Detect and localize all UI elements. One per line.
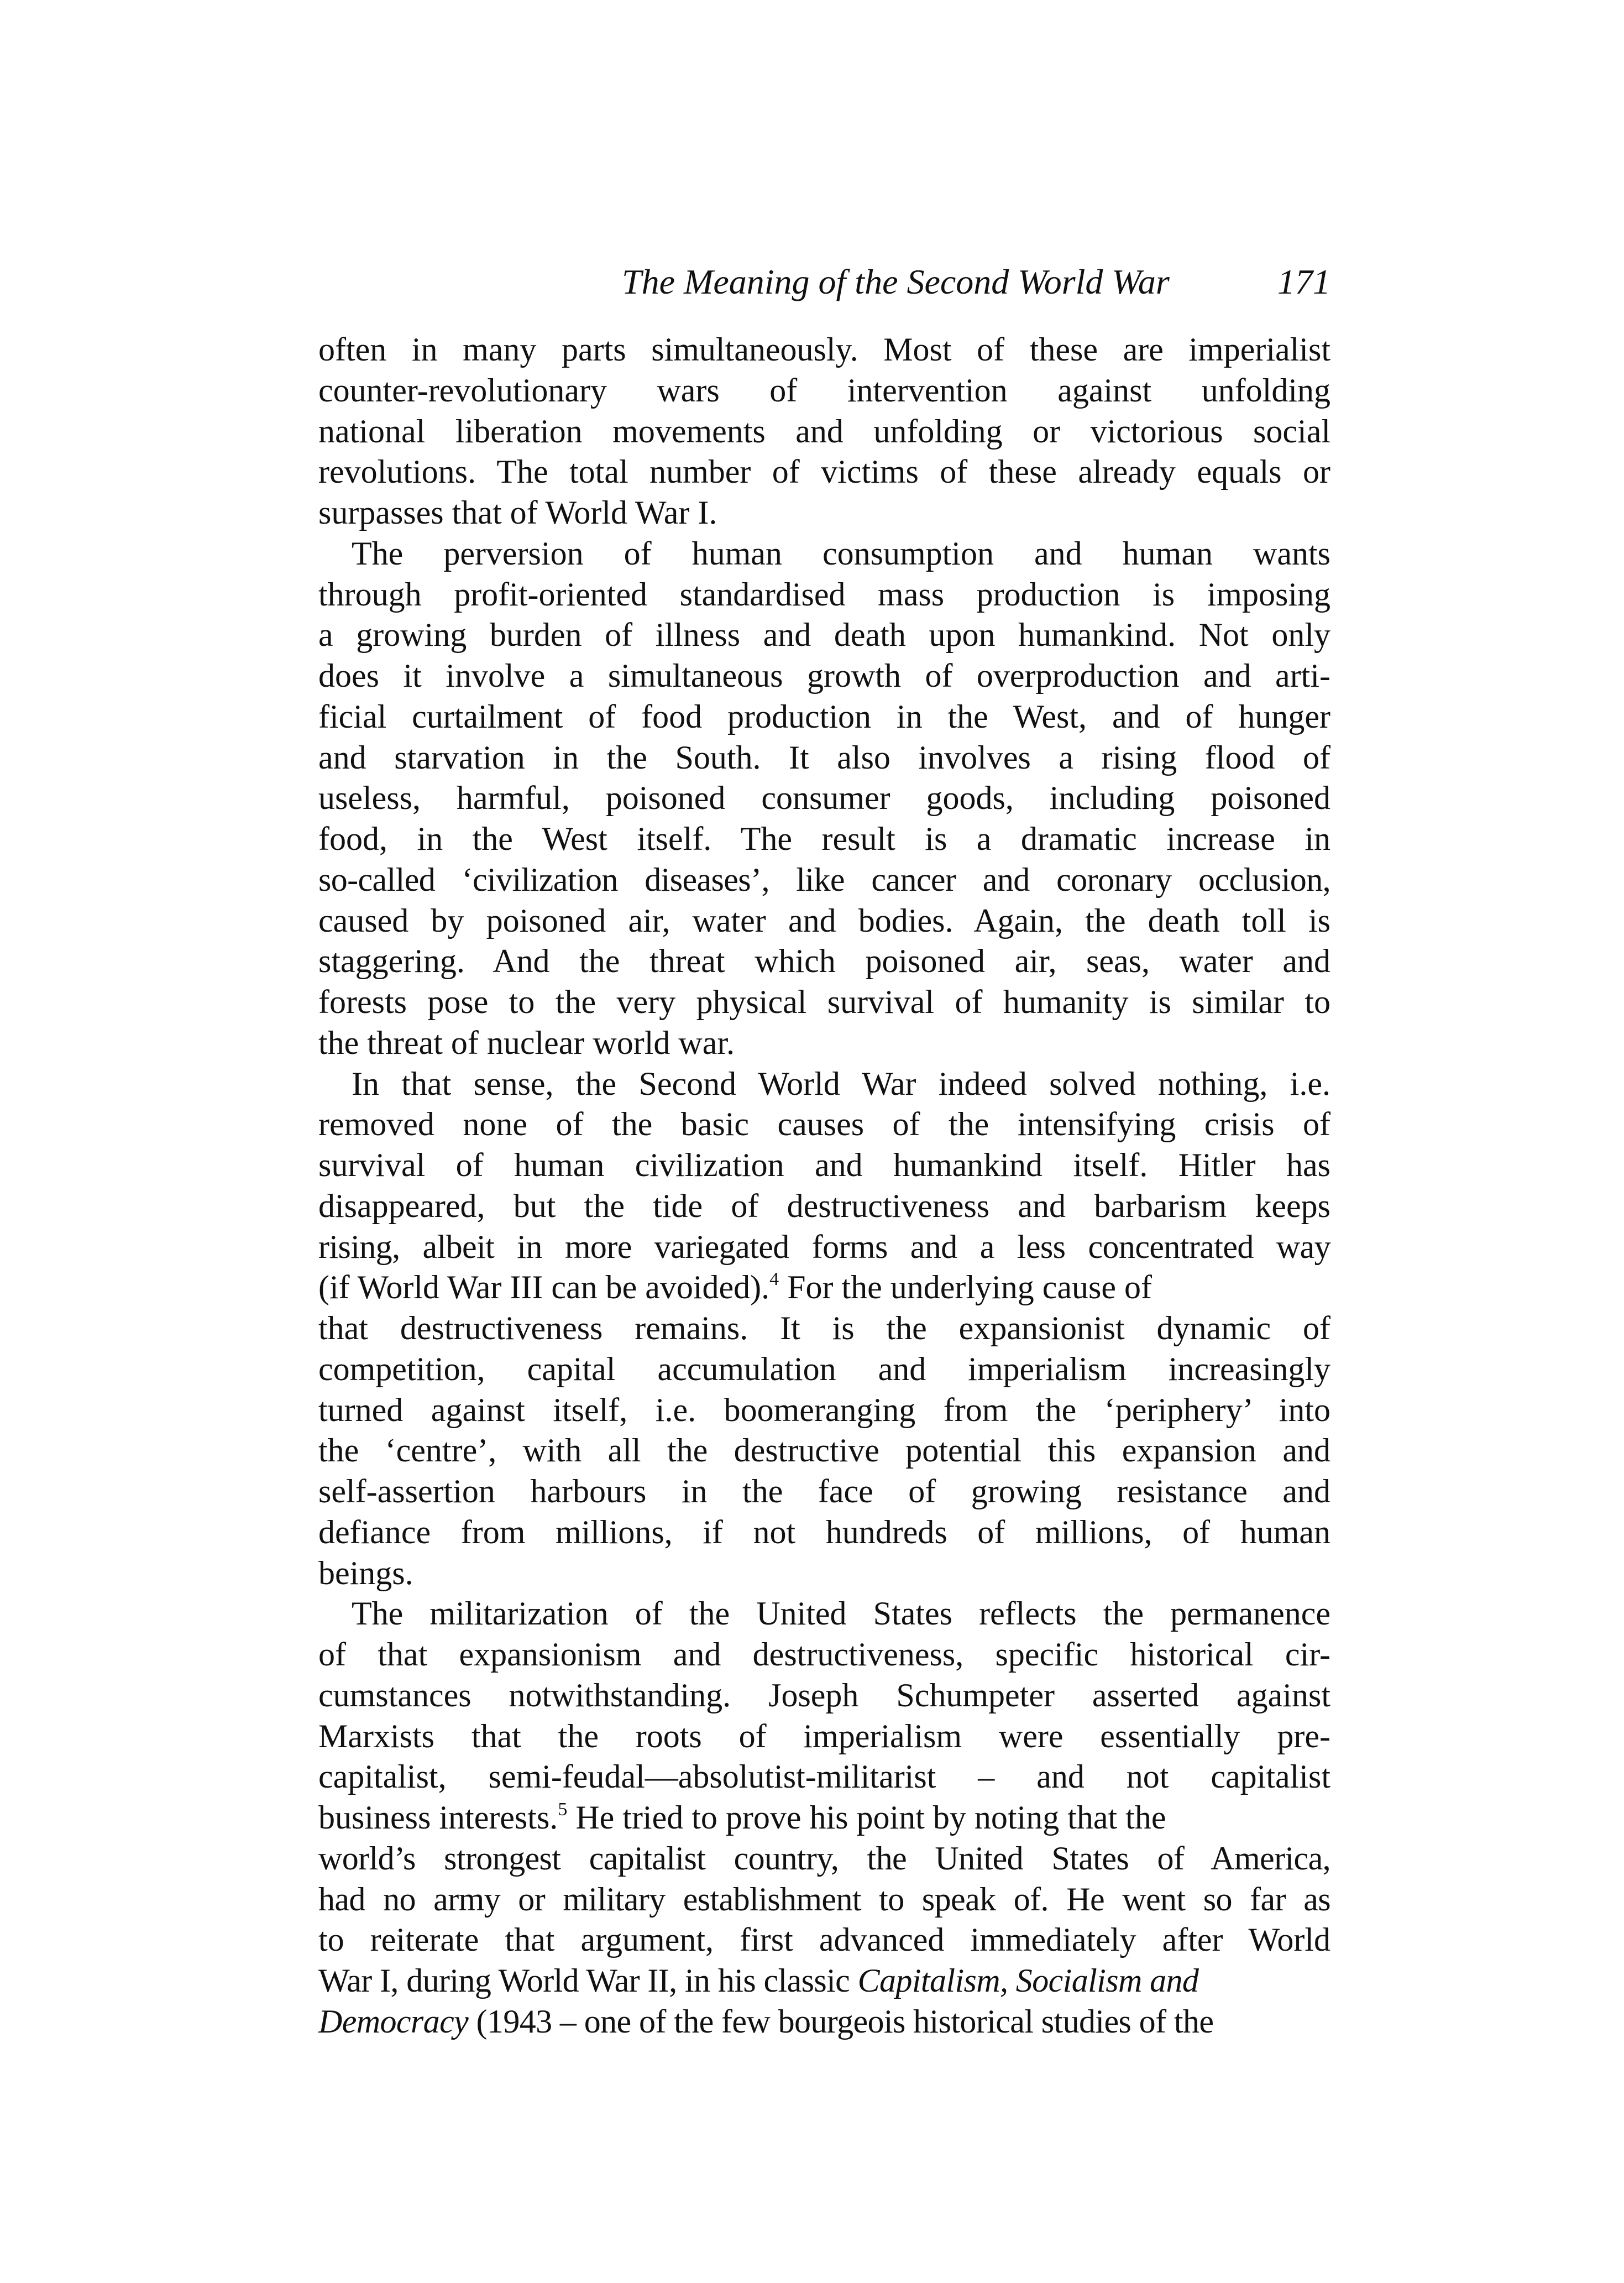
- running-head-title: The Meaning of the Second World War: [622, 262, 1170, 301]
- text-line: removed none of the basic causes of the intensifying crisis of: [318, 1106, 1330, 1143]
- text-line: to reiterate that argument, first advanced immediately after World: [318, 1921, 1330, 1958]
- text-line: forests pose to the very physical survival of humanity is similar to: [318, 984, 1330, 1020]
- book-title-italic: Capitalism, Socialism and: [857, 1962, 1199, 1999]
- text-line: capitalist, semi-feudal—absolutist-militarist – and not capitalist: [318, 1758, 1330, 1795]
- text-line: a growing burden of illness and death upon humankind. Not only: [318, 617, 1330, 654]
- text-line: food, in the West itself. The result is a dramatic increase in: [318, 821, 1330, 857]
- text-line: counter-revolutionary wars of intervention against unfolding: [318, 372, 1330, 409]
- text-line: the threat of nuclear world war.: [318, 1024, 735, 1061]
- text-line: so-called ‘civilization diseases’, like cancer and coronary occlusion,: [318, 861, 1330, 898]
- text-line: had no army or military establishment to speak of. He went so far as: [318, 1880, 1330, 1918]
- page-number: 171: [1277, 262, 1330, 301]
- text-line: through profit-oriented standardised mass production is imposing: [318, 576, 1330, 613]
- book-title-italic: Democracy: [318, 2003, 469, 2040]
- text-line: [318, 1267, 1330, 1308]
- text-line: survival of human civilization and humankind itself. Hitler has: [318, 1147, 1330, 1183]
- text-line: disappeared, but the tide of destructiveness and barbarism keeps: [318, 1187, 1330, 1224]
- text-line: competition, capital accumulation and imperialism increasingly: [318, 1350, 1330, 1387]
- text-line: rising, albeit in more variegated forms and a less concentrated way: [318, 1228, 1330, 1265]
- text-line: that destructiveness remains. It is the expansionist dynamic of: [318, 1310, 1330, 1346]
- text-line: useless, harmful, poisoned consumer goods, including poisoned: [318, 780, 1330, 817]
- text-line: The perversion of human consumption and human wants: [352, 535, 1330, 572]
- running-head: [622, 257, 1330, 307]
- text-line: world’s strongest capitalist country, the United States of America,: [318, 1840, 1330, 1877]
- text-line: The militarization of the United States reflects the permanence: [352, 1595, 1330, 1632]
- text-fragment: (1943 – one of the few bourgeois historical studies of the: [468, 2003, 1214, 2040]
- text-line: ficial curtailment of food production in the West, and of hunger: [318, 698, 1330, 735]
- footnote-ref[interactable]: 4: [769, 1269, 779, 1290]
- text-line: [318, 1961, 1330, 2002]
- text-line: self-assertion harbours in the face of growing resistance and: [318, 1473, 1330, 1509]
- text-line: In that sense, the Second World War indeed solved nothing, i.e.: [352, 1065, 1330, 1102]
- text-fragment: He tried to prove his point by noting that the: [567, 1799, 1166, 1836]
- footnote-ref[interactable]: 5: [558, 1799, 568, 1820]
- text-line: caused by poisoned air, water and bodies. Again, the death toll is: [318, 902, 1330, 939]
- text-line: cumstances notwithstanding. Joseph Schumpeter asserted against: [318, 1676, 1330, 1713]
- text-line: staggering. And the threat which poisoned air, seas, water and: [318, 943, 1330, 980]
- text-line: the ‘centre’, with all the destructive potential this expansion and: [318, 1432, 1330, 1469]
- text-line: surpasses that of World War I.: [318, 494, 717, 531]
- text-line: and starvation in the South. It also involves a rising flood of: [318, 739, 1330, 776]
- text-fragment: For the underlying cause of: [779, 1269, 1152, 1306]
- text-line: often in many parts simultaneously. Most of these are imperialist: [318, 331, 1330, 368]
- text-fragment: War I, during World War II, in his classic: [318, 1962, 858, 1999]
- text-line: of that expansionism and destructiveness, specific historical cir-: [318, 1636, 1330, 1673]
- text-fragment: business interests.: [318, 1799, 558, 1836]
- text-line: national liberation movements and unfolding or victorious social: [318, 412, 1330, 450]
- text-line: defiance from millions, if not hundreds of millions, of human: [318, 1513, 1330, 1550]
- text-line: [318, 1798, 1330, 1838]
- text-line: revolutions. The total number of victims of these already equals or: [318, 453, 1330, 490]
- text-line: Marxists that the roots of imperialism were essentially pre-: [318, 1717, 1330, 1754]
- body-text: [318, 330, 1330, 2042]
- text-line: beings.: [318, 1554, 413, 1591]
- text-line: does it involve a simultaneous growth of overproduction and arti-: [318, 657, 1330, 694]
- text-fragment: (if World War III can be avoided).: [318, 1269, 770, 1306]
- text-line: turned against itself, i.e. boomeranging from the ‘periphery’ into: [318, 1391, 1330, 1428]
- text-line: [318, 2002, 1330, 2042]
